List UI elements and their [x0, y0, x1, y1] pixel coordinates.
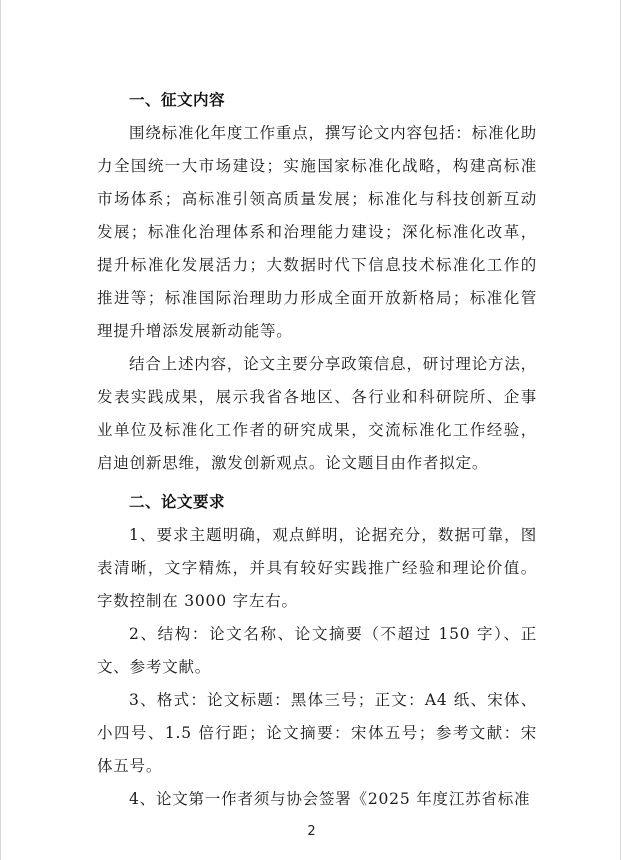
paragraph-requirement-2: 2、结构：论文名称、论文摘要（不超过 150 字）、正文、参考文献。	[97, 625, 537, 676]
paragraph-requirement-3: 3、格式：论文标题：黑体三号；正文：A4 纸、宋体、小四号、1.5 倍行距；论文摘要：宋体五号；参考文献：宋体五号。	[97, 691, 537, 775]
page-number: 2	[307, 824, 316, 839]
paragraph-requirement-1: 1、要求主题明确，观点鲜明，论据充分，数据可靠，图表清晰，文字精炼，并具有较好实践推广经验和理论价值。字数控制在 3000 字左右。	[97, 526, 537, 610]
section-heading-requirements: 二、论文要求	[129, 493, 226, 511]
paragraph-topics: 围绕标准化年度工作重点，撰写论文内容包括：标准化助力全国统一大市场建设；实施国家标准化战略，构建高标准市场体系；高标准引领高质量发展；标准化与科技创新互动发展；标准化治理体系和治理能力建设；深化标准化改革，提升标准化发展活力；大数据时代下信息技术标准化工作的推进等；标准国际治理助力形成全面开放新格局；标准化管理提升增添发展新动能等。	[97, 124, 537, 340]
paragraph-requirement-4: 4、论文第一作者须与协会签署《2025 年度江苏省标准	[129, 790, 531, 808]
section-heading-essay-content: 一、征文内容	[129, 91, 226, 109]
document-body	[97, 84, 537, 816]
paragraph-purpose: 结合上述内容，论文主要分享政策信息，研讨理论方法，发表实践成果，展示我省各地区、各行业和科研院所、企事业单位及标准化工作者的研究成果，交流标准化工作经验，启迪创新思维，激发创新观点。论文题目由作者拟定。	[97, 355, 537, 472]
